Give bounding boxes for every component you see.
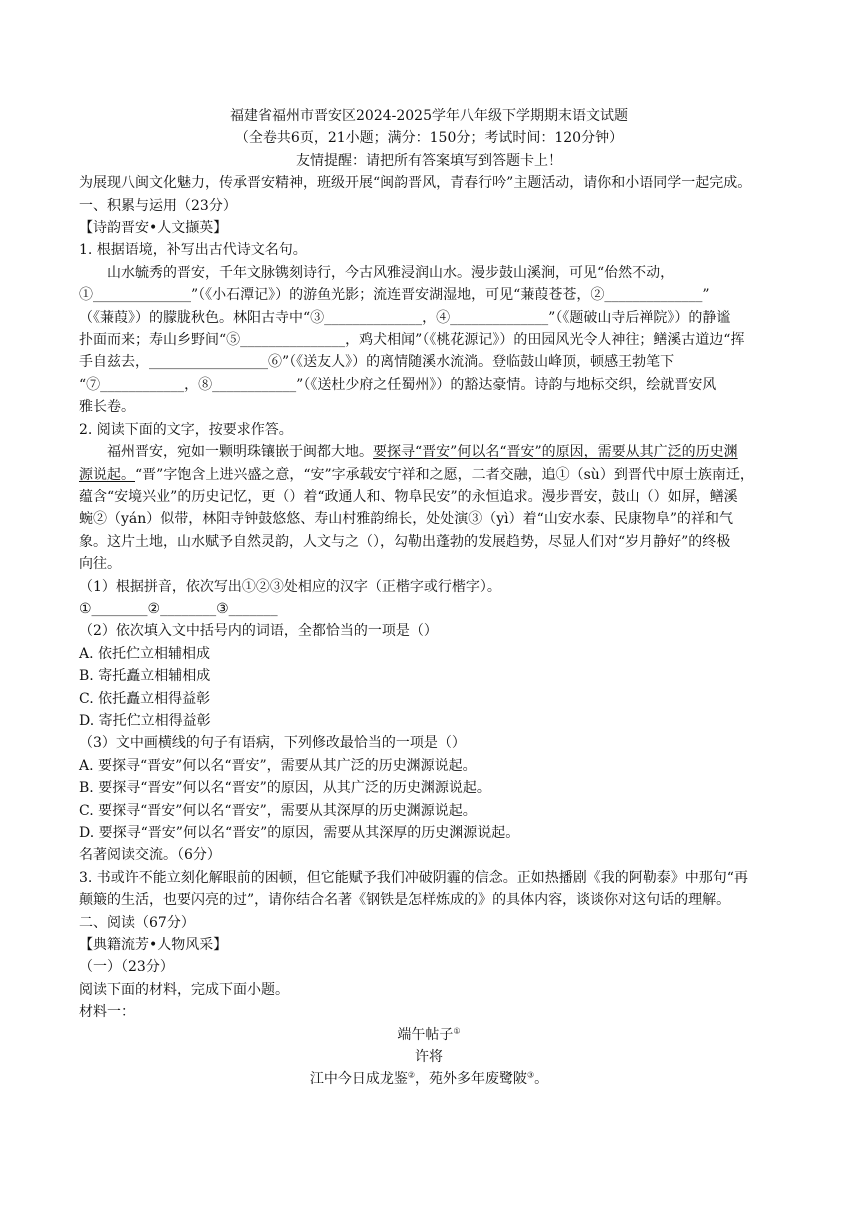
question-1-line: 扑面而来；寿山乡野间“⑤_______________，鸡犬相闻”（《桃花源记》）的田园风光令人神往；鳝溪古道边“挥	[79, 332, 745, 349]
question-1-line: （《蒹葭》）的朦胧秋色。林阳古寺中“③______________，④______________”（《题破山寺后禅院》）的静谧	[79, 309, 731, 326]
option-d: D. 要探寻“晋安”何以名“晋安”的原因，需要从其深厚的历史渊源说起。	[79, 825, 520, 841]
poem-title: 端午帖子①	[397, 1026, 461, 1043]
option-a: A. 要探寻“晋安”何以名“晋安”，需要从其广泛的历史渊源说起。	[79, 757, 477, 774]
exam-content	[79, 105, 779, 1091]
material-label: 材料一：	[79, 1004, 135, 1021]
question-2-prompt: 2. 阅读下面的文字，按要求作答。	[79, 421, 293, 438]
passage-line	[79, 464, 779, 486]
subquestion-1-blanks: ①________②________③_______	[79, 600, 278, 617]
footnote-marker: ①	[453, 1026, 461, 1035]
section-1-heading: 一、积累与运用（23分）	[79, 197, 237, 214]
subquestion-1-prompt: （1）根据拼音，依次写出①②③处相应的汉字（正楷字或行楷字）。	[79, 578, 501, 595]
exam-subtitle: （全卷共6页，21小题；满分：150分；考试时间：120分钟）	[234, 130, 624, 147]
question-1-line: 山水毓秀的晋安，千年文脉镌刻诗行，今古风雅浸润山水。漫步鼓山溪涧，可见“佁然不动，	[107, 264, 675, 281]
question-1-line: 手自兹去，_________________⑥”（《送友人》）的离情随溪水流淌。登临鼓山峰顶，顿感王勃笔下	[79, 354, 675, 371]
reading-part-label: （一）（23分）	[79, 959, 174, 976]
question-3-line: 颠簸的生活，也要闪亮的过”，请你结合名著《钢铁是怎样炼成的》的具体内容，谈谈你对这句话的理解。	[79, 892, 731, 909]
option-b: B. 寄托矗立相辅相成	[79, 668, 211, 685]
passage-text: 福州晋安，宛如一颗明珠镶嵌于闽都大地。	[107, 444, 373, 461]
underlined-sentence: 要探寻“晋安”何以名“晋安”的原因，需要从其广泛的历史渊	[373, 444, 738, 461]
section-2-theme: 【典籍流芳•人物风采】	[79, 937, 228, 954]
activity-intro: 为展现八闽文化魅力，传承晋安精神，班级开展“闽韵晋风，青春行吟”主题活动，请你和小语同学一起完成。	[79, 175, 752, 192]
option-a: A. 依托伫立相辅相成	[79, 645, 211, 662]
passage-line	[79, 441, 779, 463]
footnote-marker: ③	[527, 1070, 535, 1080]
reading-instruction: 阅读下面的材料，完成下面小题。	[79, 981, 289, 998]
section-2-heading: 二、阅读（67分）	[79, 914, 195, 931]
exam-reminder: 友情提醒：请把所有答案填写到答题卡上！	[296, 152, 562, 169]
option-c: C. 要探寻“晋安”何以名“晋安”，需要从其深厚的历史渊源说起。	[79, 802, 477, 819]
subquestion-3-prompt: （3）文中画横线的句子有语病，下列修改最恰当的一项是（）	[79, 735, 466, 752]
question-1-line: 雅长卷。	[79, 399, 135, 416]
option-d: D. 寄托伫立相得益彰	[79, 712, 211, 729]
exam-title: 福建省福州市晋安区2024-2025学年八年级下学期期末语文试题	[230, 108, 628, 124]
section-1-theme: 【诗韵晋安•人文撷英】	[79, 220, 228, 237]
footnote-marker: ②	[407, 1070, 415, 1080]
option-c: C. 依托矗立相得益彰	[79, 690, 211, 707]
passage-text: “晋”字饱含上进兴盛之意，“安”字承载安宁祥和之愿，二者交融，追①（sù）到晋代中原士族南迁，	[135, 466, 754, 483]
question-1-prompt: 1. 根据语境，补写出古代诗文名句。	[79, 242, 307, 259]
question-1-line: ①______________”（《小石潭记》）的游鱼光影；流连晋安湖湿地，可见“蒹葭苍苍，②______________”	[79, 287, 710, 304]
subquestion-2-prompt: （2）依次填入文中括号内的词语，全都恰当的一项是（）	[79, 623, 438, 640]
passage-line: 象。这片土地，山水赋予自然灵韵，人文与之（），勾勒出蓬勃的发展趋势，尽显人们对“岁月静好”的终极	[79, 533, 731, 550]
passage-line: 蕴含“安境兴业”的历史记忆，更（）着“政通人和、物阜民安”的永恒追求。漫步晋安，鼓山（）如屏，鳝溪	[79, 488, 738, 505]
question-3-line: 3. 书或许不能立刻化解眼前的困顿，但它能赋予我们冲破阴霾的信念。正如热播剧《我的阿勒泰》中那句“再	[79, 869, 748, 886]
passage-line: 向往。	[79, 556, 121, 573]
option-b: B. 要探寻“晋安”何以名“晋安”的原因，从其广泛的历史渊源说起。	[79, 780, 491, 797]
poem-line: 江中今日成龙鉴②，苑外多年废鹭陂③。	[309, 1070, 549, 1088]
question-1-line: “⑦____________，⑧____________”（《送杜少府之任蜀州》）的豁达豪情。诗韵与地标交织，绘就晋安风	[79, 376, 717, 393]
classics-heading: 名著阅读交流。（6分）	[79, 847, 221, 864]
passage-line: 蜿②（yán）似带，林阳寺钟鼓悠悠、寿山村雅韵绵长，处处演③（yì）着“山安水泰、民康物阜”的祥和气	[79, 511, 733, 528]
underlined-sentence: 源说起。	[79, 466, 135, 483]
poem-author: 许将	[415, 1049, 443, 1066]
